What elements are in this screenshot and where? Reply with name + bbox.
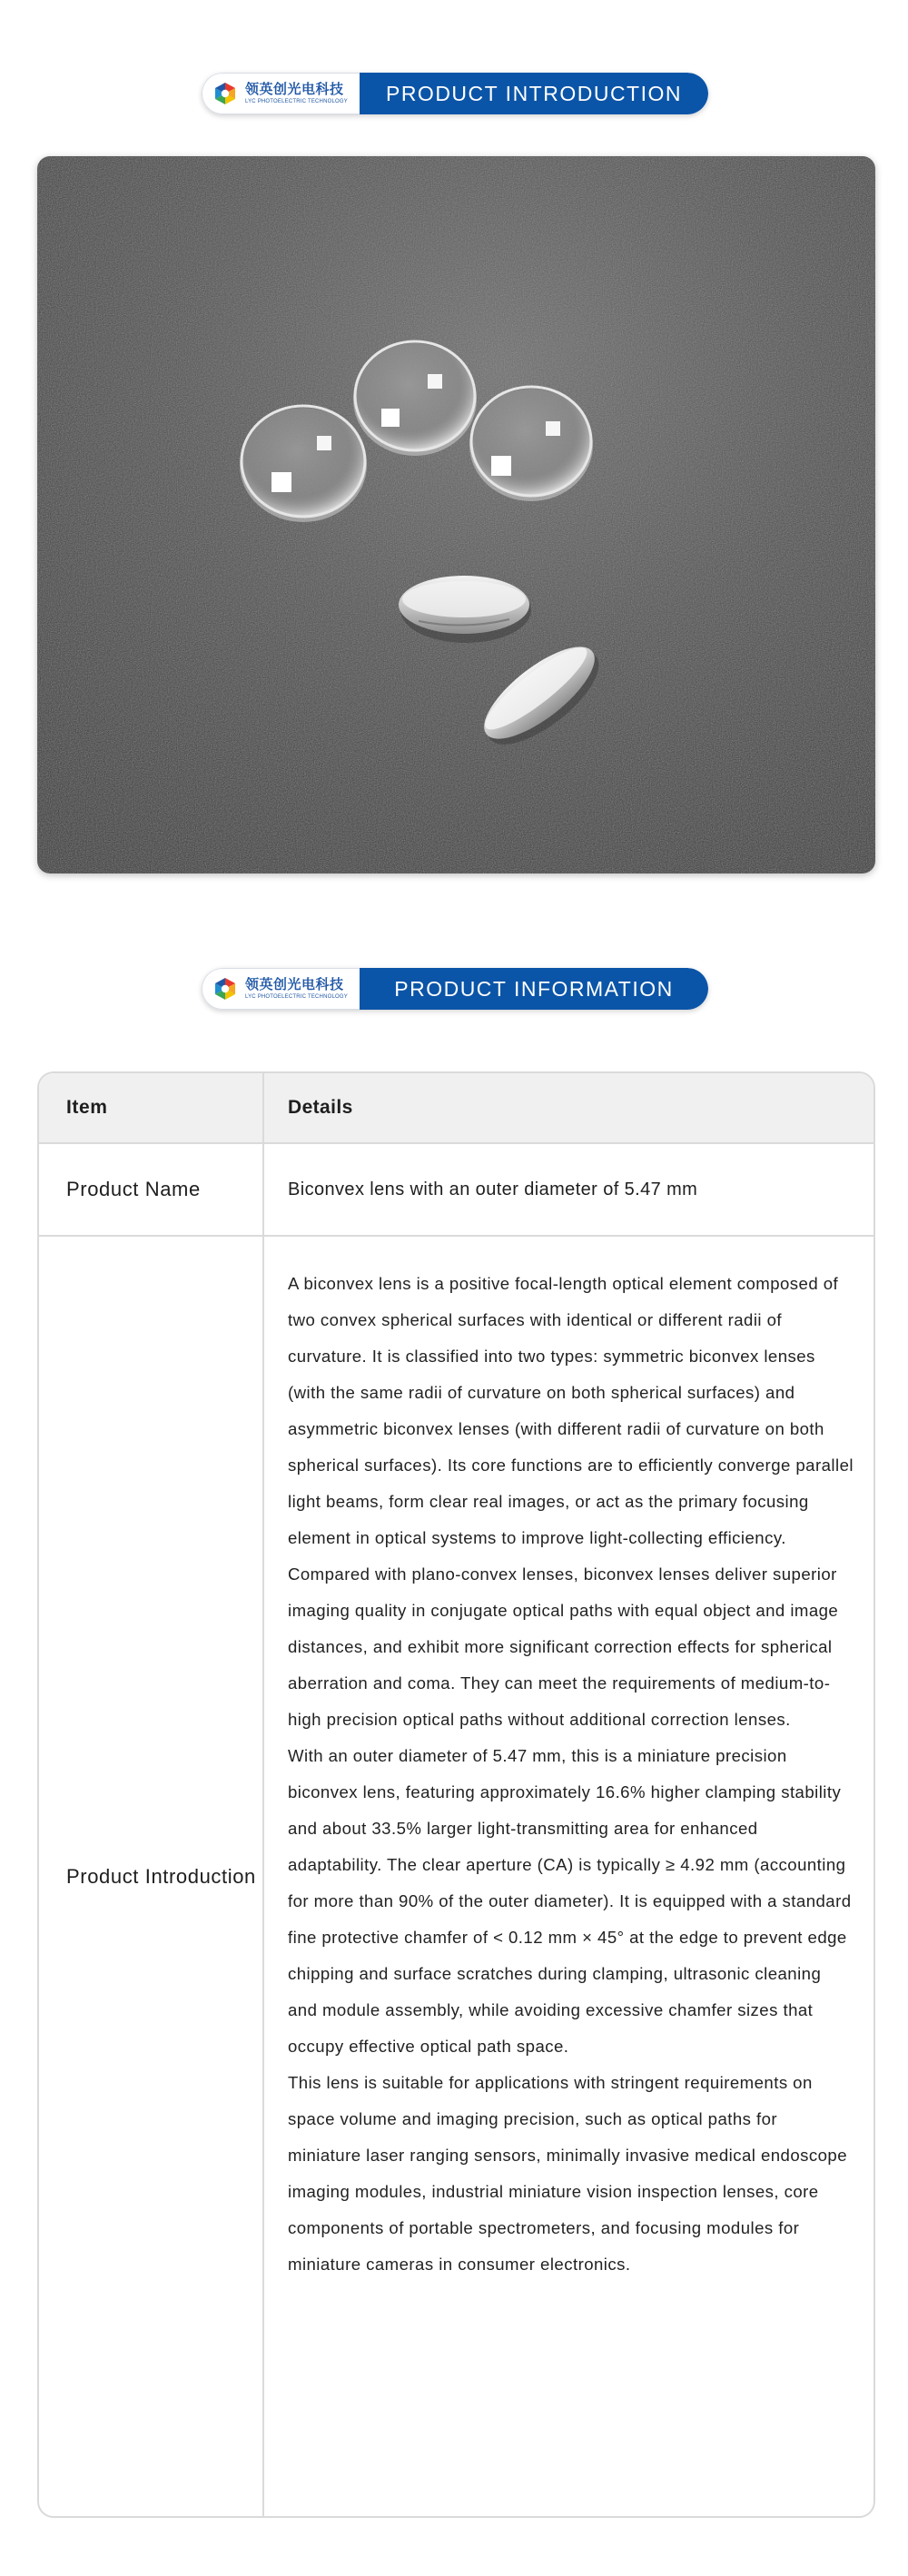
brand-logo-icon <box>212 80 239 107</box>
header-item: Item <box>39 1073 264 1142</box>
brand-name-cn: 领英创光电科技 <box>245 977 344 992</box>
product-introduction-badge <box>202 73 708 114</box>
table-row-product-introduction <box>39 1237 873 2516</box>
brand-name-en: LYC PHOTOELECTRIC TECHNOLOGY <box>245 994 348 1000</box>
brand-name-cn: 领英创光电科技 <box>245 82 344 97</box>
product-introduction-label: Product Introduction <box>66 1864 256 1888</box>
intro-paragraph-1: A biconvex lens is a positive focal-length optical element composed of two convex spherical surfaces with identical or different radii of curvature. It is classified into two types: symmetric biconvex lenses (with the same radii of curvature on both spherical surfaces) and asymmetric biconvex lenses (with different radii of curvature on both spherical surfaces). Its core functions are to efficiently converge parallel light beams, form clear real images, or act as the primary focusing element in optical systems to improve light-collecting efficiency. <box>288 1274 854 1547</box>
intro-paragraph-2: Compared with plano-convex lenses, biconvex lenses deliver superior imaging quality in conjugate optical paths with equal object and image distances, and exhibit more significant correction effects for spherical aberration and coma. They can meet the requirements of medium-to-high precision optical paths without additional correction lenses. <box>288 1564 839 1729</box>
product-photo <box>37 156 875 873</box>
lens-3 <box>469 387 593 501</box>
intro-paragraph-3: With an outer diameter of 5.47 mm, this is a miniature precision biconvex lens, featuring approximately 16.6% higher clamping stability and about 33.5% larger light-transmitting area for enhanced adaptability. The clear aperture (CA) is typically ≥ 4.92 mm (accounting for more than 90% of the outer diameter). It is equipped with a standard fine protective chamfer of < 0.12 mm × 45° at the edge to prevent edge chipping and surface scratches during clamping, ultrasonic cleaning and module assembly, while avoiding excessive chamfer sizes that occupy effective optical path space. <box>288 1746 852 2056</box>
brand-logo <box>202 968 360 1010</box>
section-title-information: PRODUCT INFORMATION <box>360 968 708 1010</box>
product-info-table <box>37 1071 875 2518</box>
product-information-badge <box>202 968 708 1010</box>
product-name-value: Biconvex lens with an outer diameter of 5.47 mm <box>288 1179 698 1199</box>
product-name-label: Product Name <box>39 1144 264 1235</box>
biconvex-lenses-photo <box>37 156 875 873</box>
brand-logo-icon <box>212 975 239 1002</box>
intro-paragraph-4: This lens is suitable for applications with stringent requirements on space volume and imaging precision, such as optical paths for miniature laser ranging sensors, minimally invasive medical endoscope imaging modules, industrial miniature vision inspection lenses, core components of portable spectrometers, and focusing modules for miniature cameras in consumer electronics. <box>288 2073 847 2274</box>
lens-2 <box>353 341 477 456</box>
table-header-row <box>39 1073 873 1144</box>
section-title-introduction: PRODUCT INTRODUCTION <box>360 73 708 114</box>
table-row-product-name <box>39 1144 873 1237</box>
brand-logo <box>202 73 360 114</box>
product-introduction-text <box>288 1266 854 2283</box>
brand-name-en: LYC PHOTOELECTRIC TECHNOLOGY <box>245 99 348 104</box>
header-details: Details <box>288 1097 353 1118</box>
lens-1 <box>240 406 367 522</box>
